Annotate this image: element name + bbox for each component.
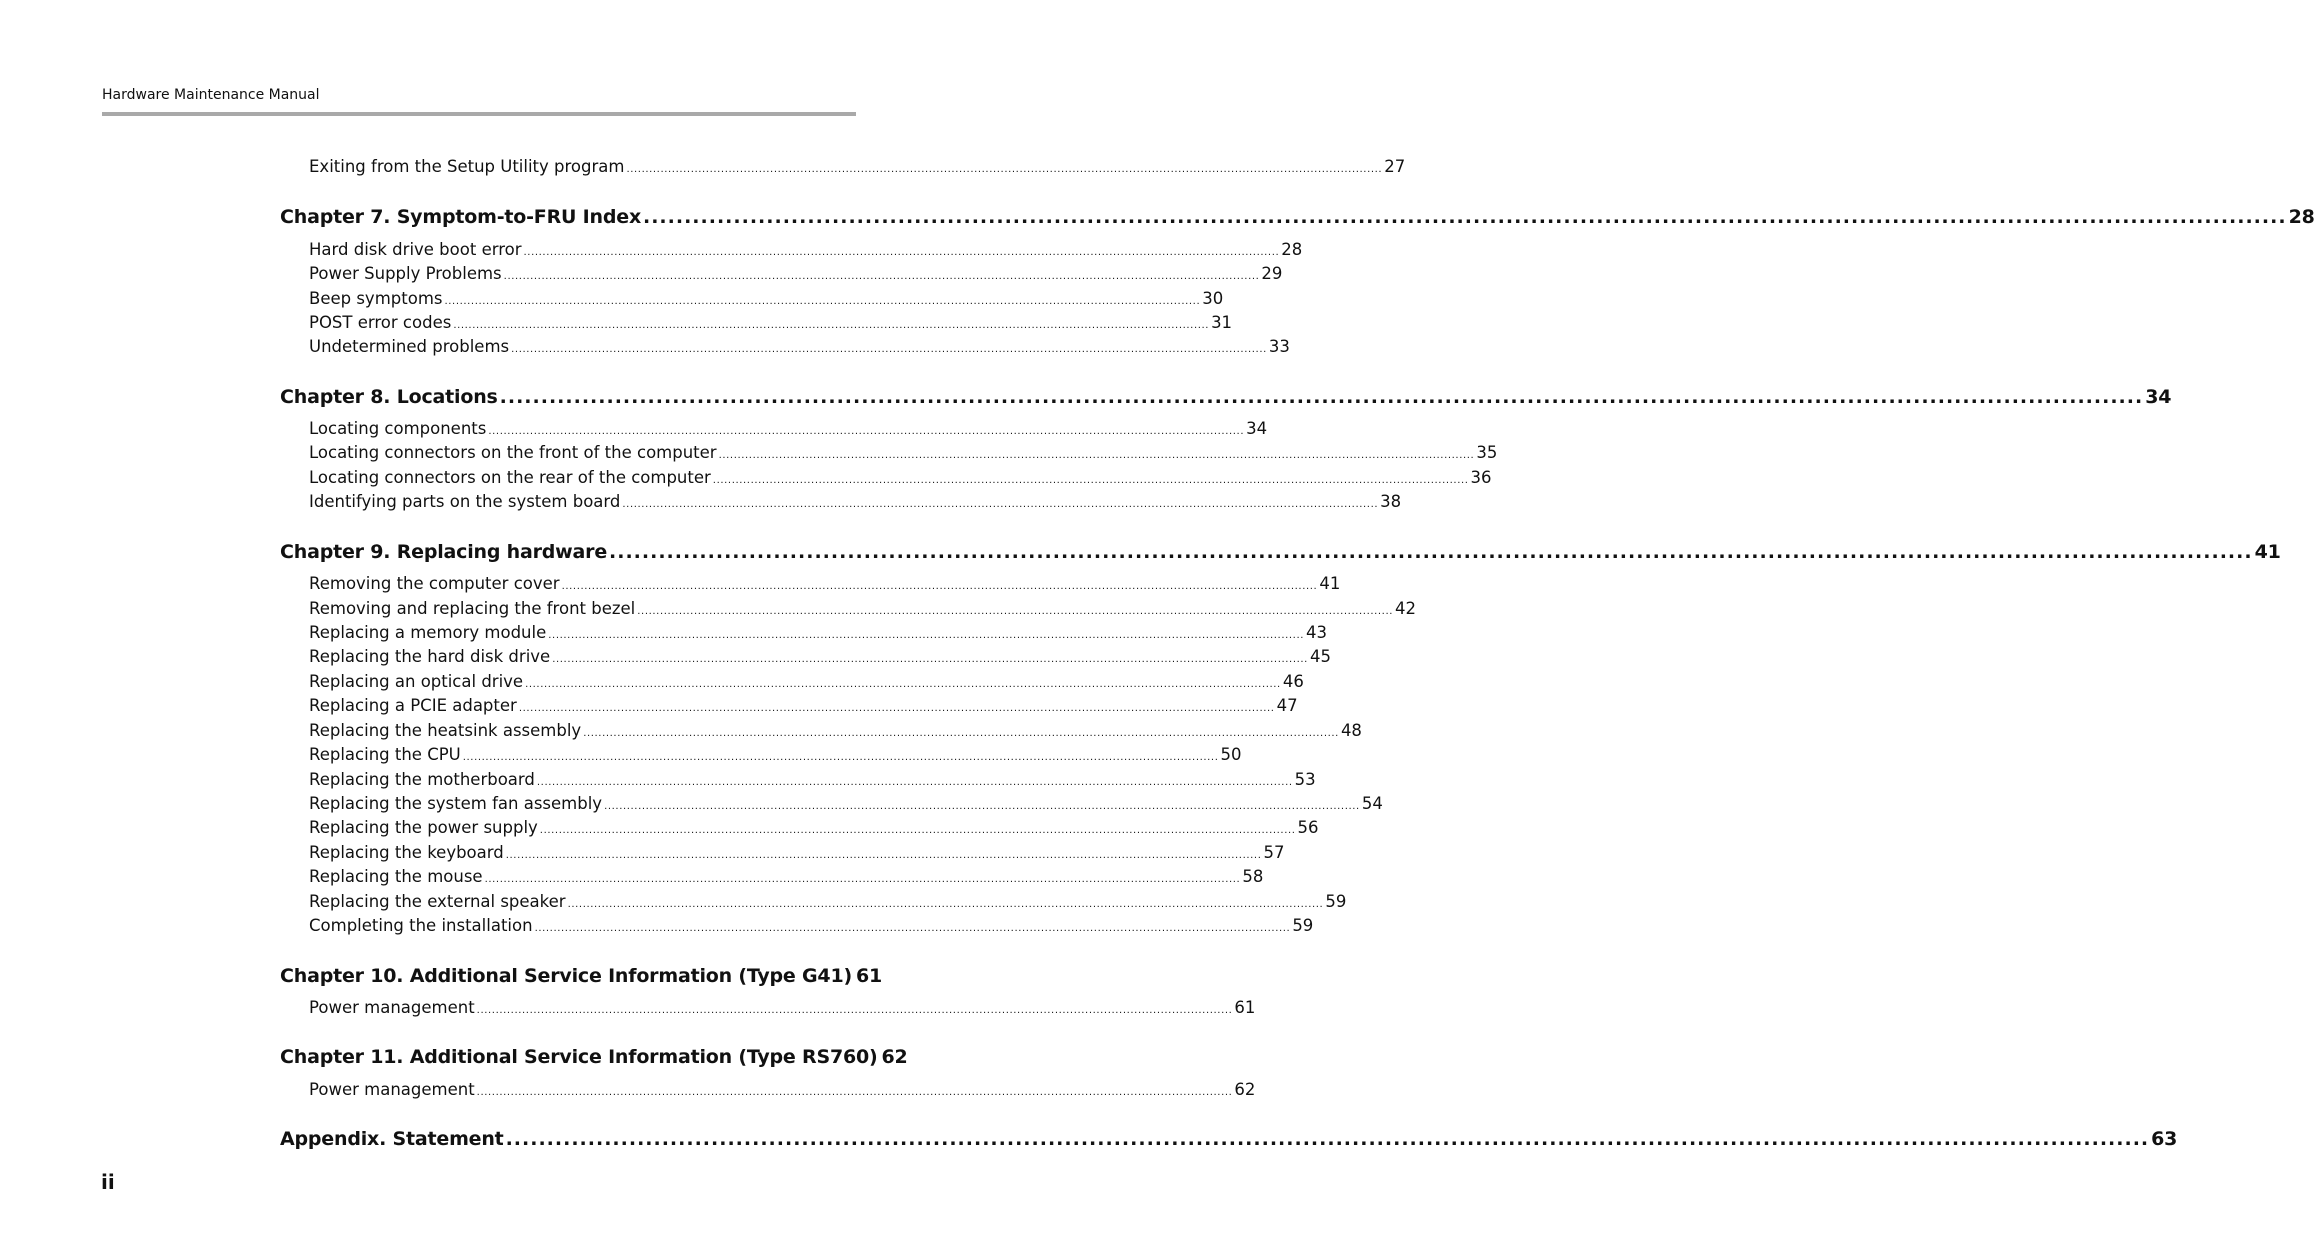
dot-leader: ........................................................................................................................................................................................................ [476, 1087, 1233, 1098]
toc-entry[interactable]: POST error codes ........................................................................................................................................................................................................ 31 [309, 313, 1233, 332]
dot-leader: ........................................................................................................................................................................................................ [505, 1128, 2150, 1150]
toc-chapter-11[interactable]: Chapter 11. Additional Service Information (Type RS760) 62 [280, 1046, 908, 1068]
toc-entry[interactable]: Exiting from the Setup Utility program ........................................................................................................................................................................................................ 27 [309, 157, 1406, 176]
toc-entry[interactable]: Replacing the power supply ........................................................................................................................................................................................................ 56 [309, 818, 1319, 837]
toc-chapter-9[interactable]: Chapter 9. Replacing hardware ........................................................................................................................................................................................................ 41 [280, 541, 2281, 563]
dot-leader: ........................................................................................................................................................................................................ [552, 654, 1308, 665]
toc-entry[interactable]: Locating connectors on the rear of the computer ........................................................................................................................................................................................................ 36 [309, 468, 1492, 487]
dot-leader: ........................................................................................................................................................................................................ [643, 206, 2287, 228]
dot-leader: ........................................................................................................................................................................................................ [637, 606, 1394, 617]
toc-entry[interactable]: Removing and replacing the front bezel ........................................................................................................................................................................................................ 42 [309, 599, 1417, 618]
dot-leader: ........................................................................................................................................................................................................ [626, 164, 1383, 175]
dot-leader: ........................................................................................................................................................................................................ [505, 850, 1262, 861]
dot-leader: ........................................................................................................................................................................................................ [444, 296, 1201, 307]
header-divider [102, 112, 856, 116]
toc-entry[interactable]: Replacing the mouse ........................................................................................................................................................................................................ 58 [309, 867, 1264, 886]
toc-entry[interactable]: Power management ........................................................................................................................................................................................................ 61 [309, 998, 1256, 1017]
dot-leader: ........................................................................................................................................................................................................ [622, 499, 1379, 510]
toc-entry[interactable]: Replacing a memory module ........................................................................................................................................................................................................ 43 [309, 623, 1328, 642]
dot-leader: ........................................................................................................................................................................................................ [534, 923, 1291, 934]
dot-leader: ........................................................................................................................................................................................................ [525, 679, 1281, 690]
dot-leader: ........................................................................................................................................................................................................ [548, 630, 1305, 641]
toc-entry[interactable]: Replacing the motherboard ........................................................................................................................................................................................................ 53 [309, 770, 1316, 789]
dot-leader: ........................................................................................................................................................................................................ [462, 752, 1219, 763]
dot-leader: ........................................................................................................................................................................................................ [712, 475, 1469, 486]
toc-entry[interactable]: Power management ........................................................................................................................................................................................................ 62 [309, 1080, 1256, 1099]
dot-leader: ........................................................................................................................................................................................................ [518, 703, 1275, 714]
toc-entry[interactable]: Replacing the CPU ........................................................................................................................................................................................................ 50 [309, 745, 1242, 764]
dot-leader: ........................................................................................................................................................................................................ [499, 386, 2144, 408]
toc-entry[interactable]: Replacing the external speaker ........................................................................................................................................................................................................ 59 [309, 892, 1347, 911]
toc-appendix[interactable]: Appendix. Statement ........................................................................................................................................................................................................ 63 [280, 1128, 2178, 1150]
toc-entry[interactable]: Identifying parts on the system board ........................................................................................................................................................................................................ 38 [309, 492, 1402, 511]
toc-chapter-7[interactable]: Chapter 7. Symptom-to-FRU Index ........................................................................................................................................................................................................ 28 [280, 206, 2315, 228]
toc-entry[interactable]: Replacing the system fan assembly ........................................................................................................................................................................................................ 54 [309, 794, 1383, 813]
toc-entry[interactable]: Replacing the keyboard ........................................................................................................................................................................................................ 57 [309, 843, 1285, 862]
toc-entry[interactable]: Hard disk drive boot error ........................................................................................................................................................................................................ 28 [309, 240, 1303, 259]
page-number: ii [101, 1170, 115, 1194]
dot-leader: ........................................................................................................................................................................................................ [536, 777, 1293, 788]
dot-leader: ........................................................................................................................................................................................................ [523, 247, 1280, 258]
manual-title: Hardware Maintenance Manual [102, 87, 320, 103]
toc-chapter-8[interactable]: Chapter 8. Locations ........................................................................................................................................................................................................ 34 [280, 386, 2172, 408]
toc-entry[interactable]: Completing the installation ........................................................................................................................................................................................................ 59 [309, 916, 1314, 935]
dot-leader: ........................................................................................................................................................................................................ [488, 426, 1245, 437]
dot-leader: ........................................................................................................................................................................................................ [503, 271, 1260, 282]
toc-entry[interactable]: Power Supply Problems ........................................................................................................................................................................................................ 29 [309, 264, 1283, 283]
toc-entry[interactable]: Replacing the heatsink assembly ........................................................................................................................................................................................................ 48 [309, 721, 1362, 740]
dot-leader: ........................................................................................................................................................................................................ [484, 874, 1241, 885]
toc-entry[interactable]: Removing the computer cover ........................................................................................................................................................................................................ 41 [309, 574, 1341, 593]
toc-entry[interactable]: Replacing a PCIE adapter ........................................................................................................................................................................................................ 47 [309, 696, 1298, 715]
dot-leader: ........................................................................................................................................................................................................ [583, 728, 1339, 739]
dot-leader: ........................................................................................................................................................................................................ [511, 344, 1267, 355]
dot-leader: ........................................................................................................................................................................................................ [609, 541, 2253, 563]
dot-leader: ........................................................................................................................................................................................................ [453, 320, 1210, 331]
dot-leader: ........................................................................................................................................................................................................ [604, 801, 1360, 812]
toc-entry[interactable]: Undetermined problems ........................................................................................................................................................................................................ 33 [309, 337, 1290, 356]
toc-entry[interactable]: Replacing an optical drive ........................................................................................................................................................................................................ 46 [309, 672, 1304, 691]
dot-leader: ........................................................................................................................................................................................................ [539, 825, 1296, 836]
dot-leader: ........................................................................................................................................................................................................ [561, 581, 1318, 592]
dot-leader: ........................................................................................................................................................................................................ [567, 899, 1324, 910]
toc-entry[interactable]: Beep symptoms ........................................................................................................................................................................................................ 30 [309, 289, 1224, 308]
toc-entry[interactable]: Locating connectors on the front of the computer ........................................................................................................................................................................................................ 35 [309, 443, 1498, 462]
toc-entry[interactable]: Replacing the hard disk drive ........................................................................................................................................................................................................ 45 [309, 647, 1331, 666]
toc-entry[interactable]: Locating components ........................................................................................................................................................................................................ 34 [309, 419, 1268, 438]
toc-chapter-10[interactable]: Chapter 10. Additional Service Information (Type G41) 61 [280, 965, 882, 987]
dot-leader: ........................................................................................................................................................................................................ [718, 450, 1475, 461]
dot-leader: ........................................................................................................................................................................................................ [476, 1005, 1233, 1016]
